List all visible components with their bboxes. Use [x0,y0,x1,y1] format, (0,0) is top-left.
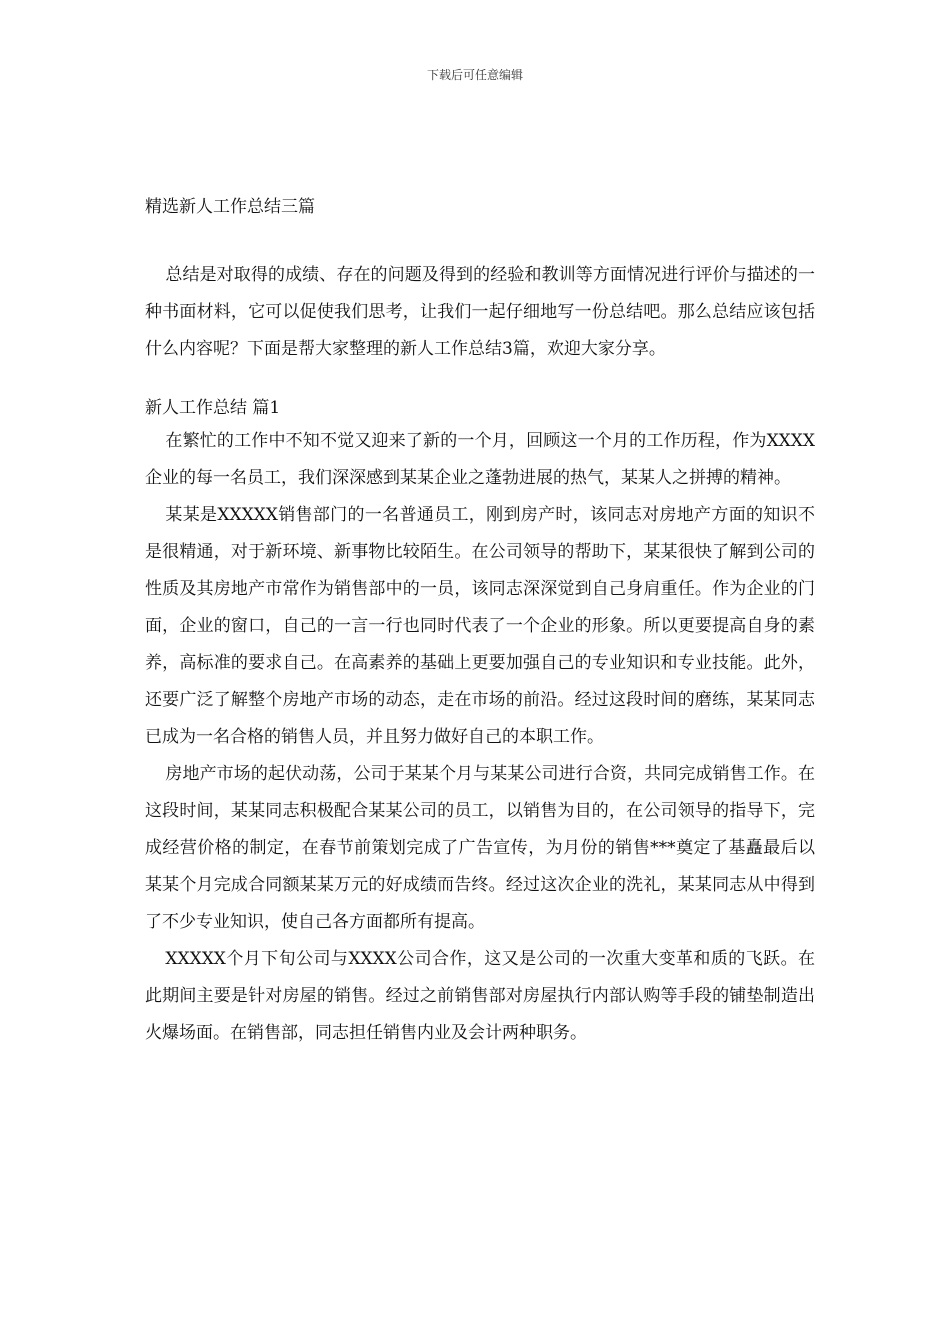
body-paragraph-3: 房地产市场的起伏动荡，公司于某某个月与某某公司进行合资，共同完成销售工作。在这段时间，某某同志积极配合某某公司的员工，以销售为目的，在公司领导的指导下，完成经营价格的制定，在春节前策划完成了广告宣传，为月份的销售***奠定了基矗最后以某某个月完成合同额某某万元的好成绩而告终。经过这次企业的洗礼，某某同志从中得到了不少专业知识，使自己各方面都所有提高。 [145,764,815,932]
section-heading: 新人工作总结 篇1 [145,398,281,418]
intro-paragraph: 总结是对取得的成绩、存在的问题及得到的经验和教训等方面情况进行评价与描述的一种书面材料，它可以促使我们思考，让我们一起仔细地写一份总结吧。那么总结应该包括什么内容呢？下面是帮大家整理的新人工作总结3篇，欢迎大家分享。 [145,265,815,359]
document-body [145,192,815,1052]
body-paragraph-1: 在繁忙的工作中不知不觉又迎来了新的一个月，回顾这一个月的工作历程，作为XXXX企业的每一名员工，我们深深感到某某企业之蓬勃进展的热气，某某人之拼搏的精神。 [145,431,815,488]
document-title: 精选新人工作总结三篇 [145,197,315,217]
header-note: 下载后可任意编辑 [426,68,523,82]
body-paragraph-2: 某某是XXXXX销售部门的一名普通员工，刚到房产时，该同志对房地产方面的知识不是很精通，对于新环境、新事物比较陌生。在公司领导的帮助下，某某很快了解到公司的性质及其房地产市常作为销售部中的一员，该同志深深觉到自己身肩重任。作为企业的门面，企业的窗口，自己的一言一行也同时代表了一个企业的形象。所以更要提高自身的素养，高标准的要求自己。在高素养的基础上更要加强自己的专业知识和专业技能。此外，还要广泛了解整个房地产市场的动态，走在市场的前沿。经过这段时间的磨练，某某同志已成为一名合格的销售人员，并且努力做好自己的本职工作。 [145,505,815,747]
body-paragraph-4: XXXXX个月下旬公司与XXXX公司合作，这又是公司的一次重大变革和质的飞跃。在此期间主要是针对房屋的销售。经过之前销售部对房屋执行内部认购等手段的铺垫制造出火爆场面。在销售部，同志担任销售内业及会计两种职务。 [145,949,815,1043]
